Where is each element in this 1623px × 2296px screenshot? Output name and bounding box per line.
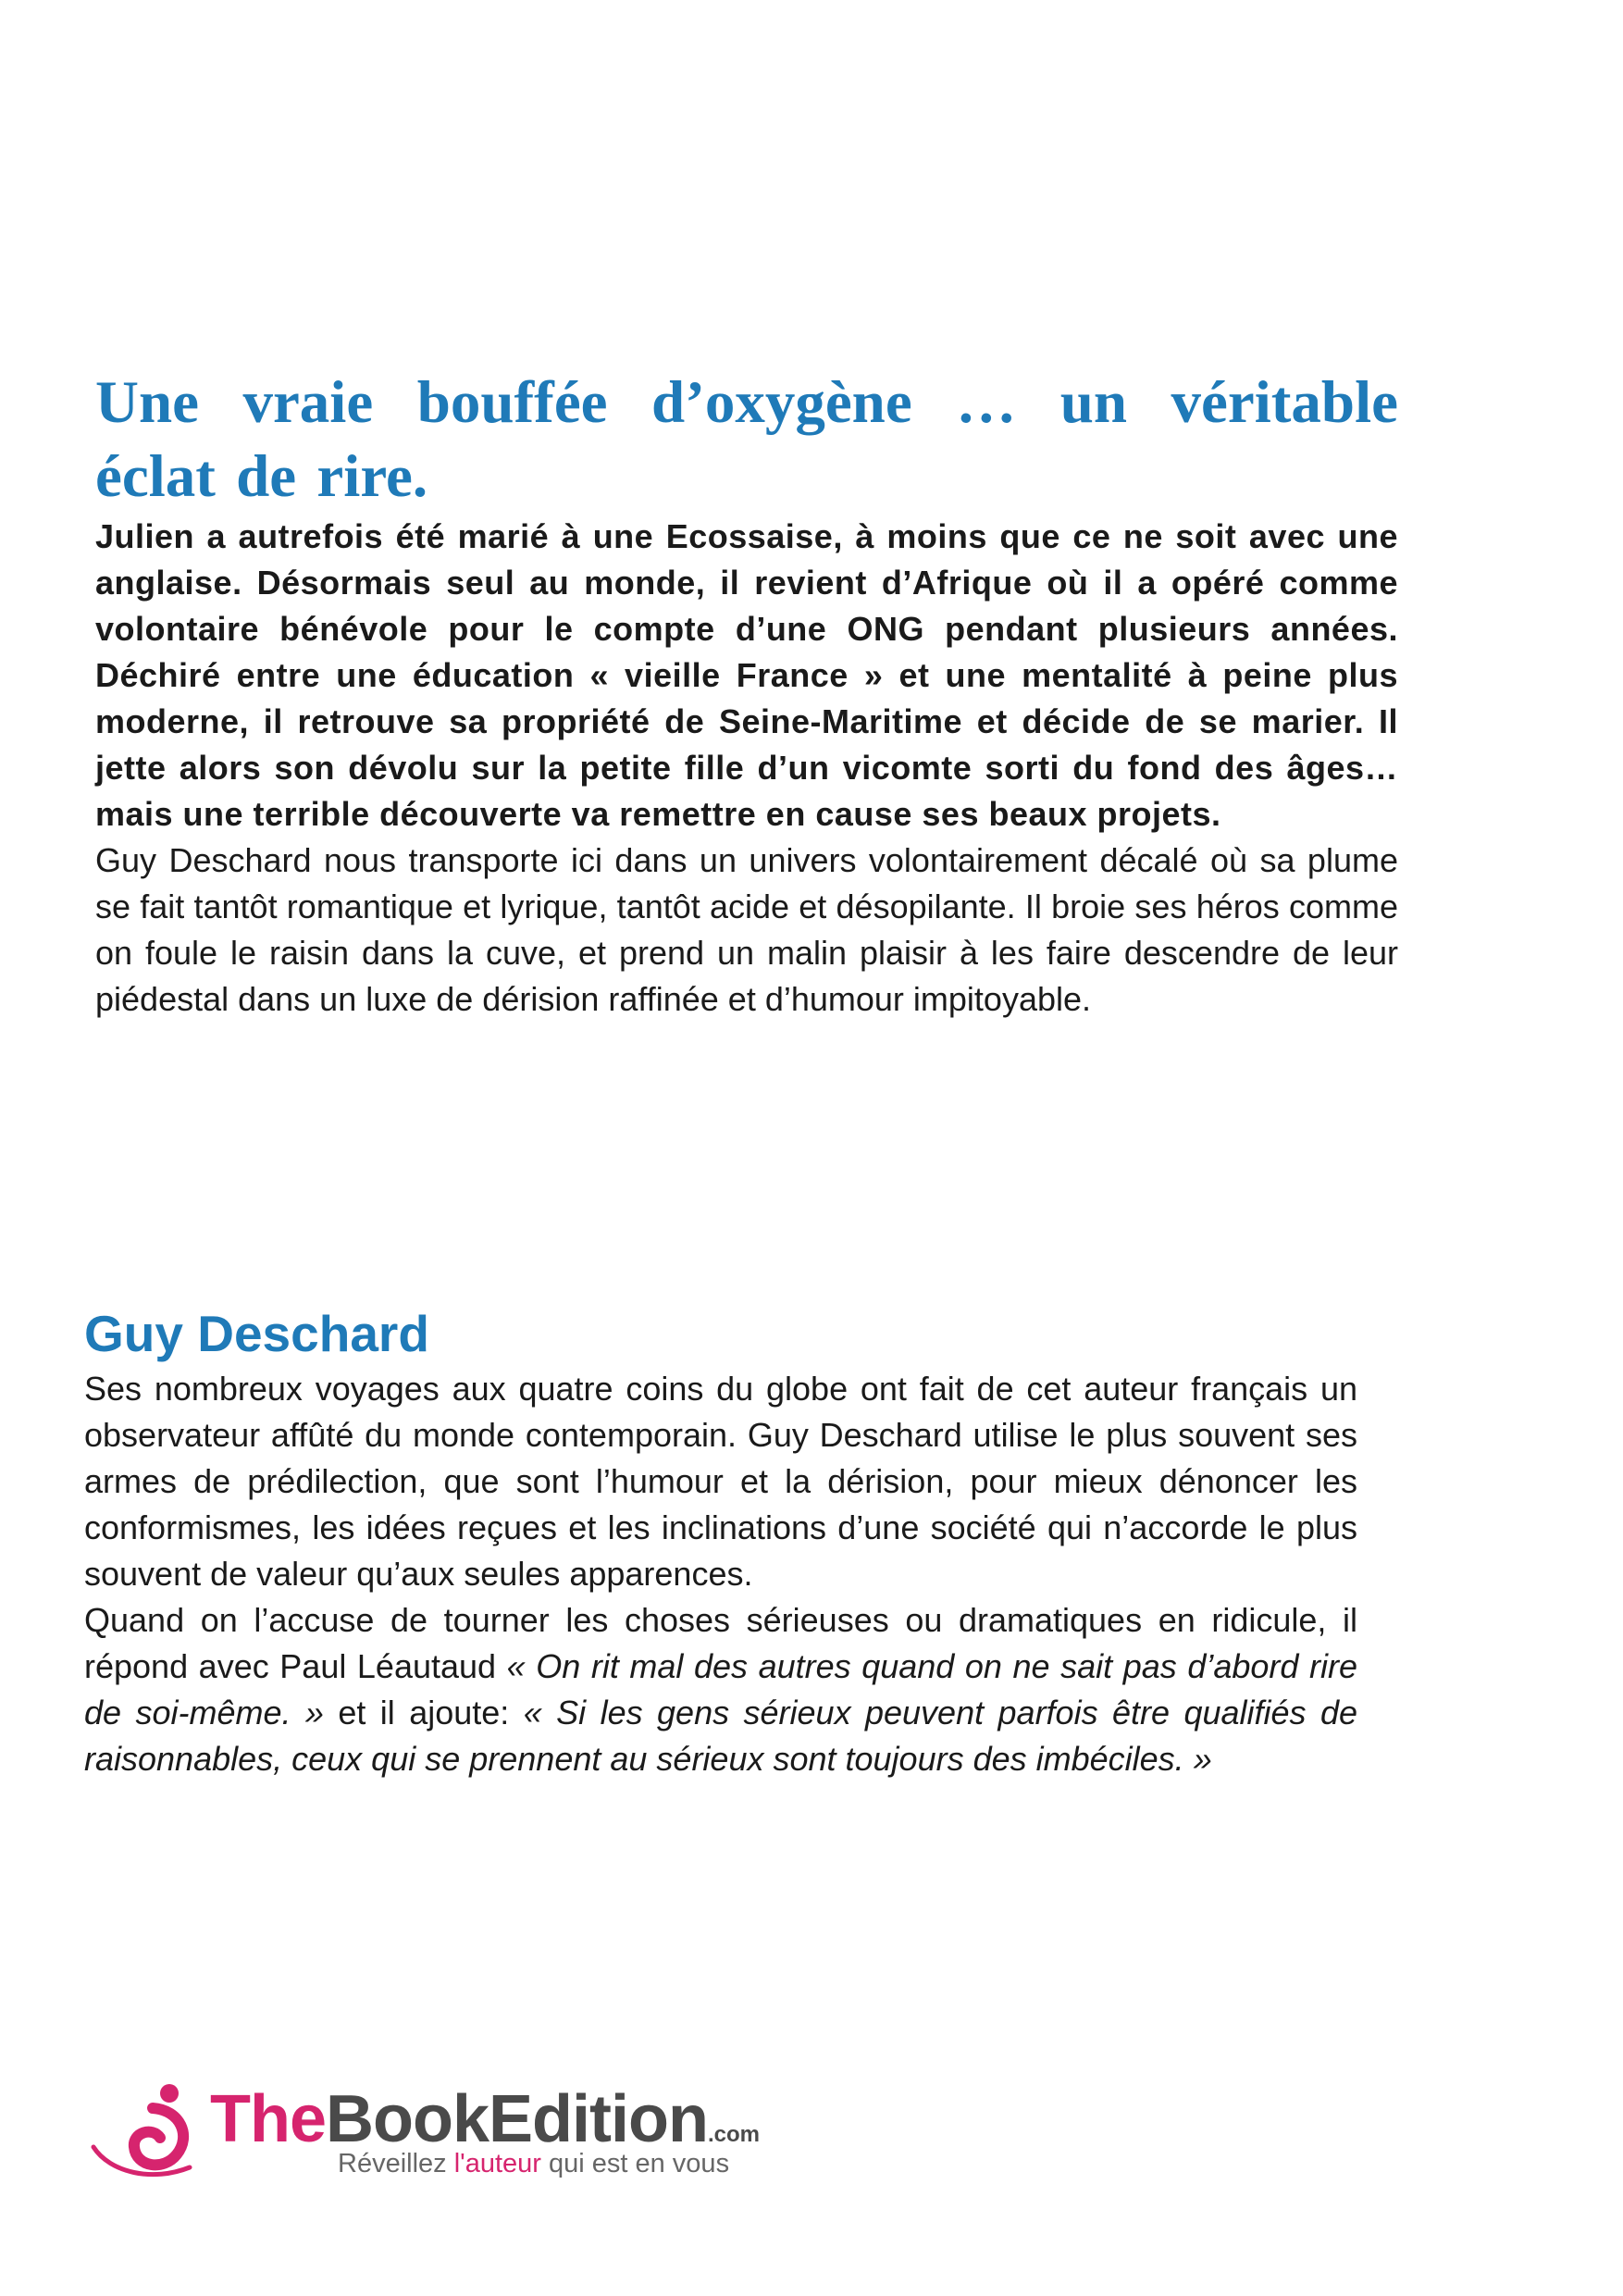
logo-word-the: The <box>210 2082 327 2156</box>
synopsis-paragraph: Julien a autrefois été marié à une Ecossaise, à moins que ce ne soit avec une anglaise. Désormais seul au monde, il revient d’Afrique où il a opéré comme volontaire bénévole pour le compte d’une ONG pendant plusieurs années. Déchiré entre une éducation « vieille France » et une mentalité à peine plus moderne, il retrouve sa propriété de Seine-Maritime et décide de se marier. Il jette alors son dévolu sur la petite fille d’un vicomte sorti du fond des âges… mais une terrible découverte va remettre en cause ses beaux projets. <box>95 517 1398 833</box>
review-paragraph: Guy Deschard nous transporte ici dans un univers volontairement décalé où sa plume se fait tantôt romantique et lyrique, tantôt acide et désopilante. Il broie ses héros comme on foule le raisin dans la cuve, et prend un malin plaisir à les faire descendre de leur piédestal dans un luxe de dérision raffinée et d’humour impitoyable. <box>95 841 1398 1018</box>
publisher-logo <box>88 2080 847 2182</box>
author-section <box>84 1303 1357 1782</box>
book-summary <box>95 366 1398 1023</box>
logo-word-edition: Edition <box>489 2082 708 2156</box>
author-quotes <box>84 1597 1357 1782</box>
quote-link: et il ajoute: <box>323 1694 524 1731</box>
author-name: Guy Deschard <box>84 1305 429 1362</box>
tagline-accent: l'auteur <box>453 2149 541 2178</box>
quote-leautaud: « On rit mal des autres quand on ne sait pas d’abord rire de soi-même. » <box>84 1647 1357 1731</box>
headline: Une vraie bouffée d’oxygène … un véritable éclat de rire. <box>95 369 1398 510</box>
person-swirl-icon <box>88 2080 208 2182</box>
tagline-start: Réveillez <box>338 2149 454 2178</box>
author-bio: Ses nombreux voyages aux quatre coins du globe ont fait de cet auteur français un observateur affûté du monde contemporain. Guy Deschard utilise le plus souvent ses armes de prédilection, que sont l’humour et la dérision, pour mieux dénoncer les conformismes, les idées reçues et les inclinations d’une société qui n’accorde le plus souvent de valeur qu’aux seules apparences. <box>84 1370 1357 1593</box>
logo-word-book: Book <box>326 2082 489 2156</box>
quote-author: « Si les gens sérieux peuvent parfois être qualifiés de raisonnables, ceux qui se prennent au sérieux sont toujours des imbéciles. » <box>84 1694 1357 1778</box>
logo-tagline <box>338 2149 729 2179</box>
logo-word-com: .com <box>707 2122 760 2147</box>
quote-intro: Quand on l’accuse de tourner les choses sérieuses ou dramatiques en ridicule, il répond avec Paul Léautaud <box>84 1601 1357 1685</box>
tagline-end: qui est en vous <box>540 2149 730 2178</box>
